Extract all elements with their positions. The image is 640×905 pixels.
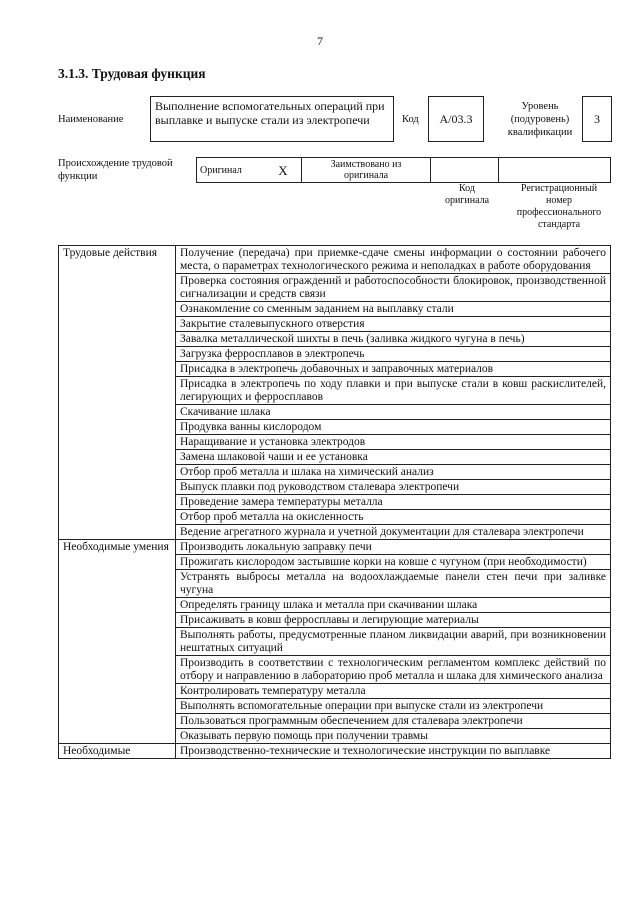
section-item: Устранять выбросы металла на водоохлаждаемые панели стен печи при заливке чугуна [176, 570, 611, 598]
section-item: Оказывать первую помощь при получении травмы [176, 729, 611, 744]
section-item: Выполнять работы, предусмотренные планом ликвидации аварий, при возникновении нештатных ситуаций [176, 628, 611, 656]
section-item: Производить в соответствии с технологическим регламентом комплекс действий по отбору и направлению в лабораторию проб металла и шлака для химического анализа [176, 656, 611, 684]
original-mark: X [265, 158, 302, 183]
origin-label: Происхождение трудовой функции [58, 158, 173, 182]
function-name-box: Выполнение вспомогательных операций при выплавке и выпуске стали из электропечи [150, 96, 394, 142]
section-category: Необходимые умения [59, 540, 176, 744]
section-item: Отбор проб металла на окисленность [176, 510, 611, 525]
section-item: Определять границу шлака и металла при скачивании шлака [176, 598, 611, 613]
section-item: Завалка металлической шихты в печь (заливка жидкого чугуна в печь) [176, 332, 611, 347]
section-item: Отбор проб металла и шлака на химический анализ [176, 465, 611, 480]
section-item: Прожигать кислородом застывшие корки на ковше с чугуном (при необходимости) [176, 555, 611, 570]
section-item: Пользоваться программным обеспечением для сталевара электропечи [176, 714, 611, 729]
section-item: Замена шлаковой чаши и ее установка [176, 450, 611, 465]
section-item: Наращивание и установка электродов [176, 435, 611, 450]
section-title: 3.1.3. Трудовая функция [58, 66, 206, 81]
section-category: Необходимые [59, 744, 176, 759]
section-item: Ведение агрегатного журнала и учетной документации для сталевара электропечи [176, 525, 611, 540]
section-item: Ознакомление со сменным заданием на выплавку стали [176, 302, 611, 317]
table-row [59, 540, 611, 555]
borrowed-label: Заимствовано из оригинала [302, 158, 431, 183]
section-item: Выпуск плавки под руководством сталевара электропечи [176, 480, 611, 495]
section-item: Проверка состояния ограждений и работоспособности блокировок, производственной сигнализации и средств связи [176, 274, 611, 302]
code-label: Код [402, 114, 419, 125]
section-item: Загрузка ферросплавов в электропечь [176, 347, 611, 362]
section-item: Присадка в электропечь добавочных и заправочных материалов [176, 362, 611, 377]
name-label: Наименование [58, 114, 124, 125]
table-row [59, 246, 611, 274]
registration-number-caption: Регистрационный номер профессионального стандарта [516, 183, 602, 230]
section-category: Трудовые действия [59, 246, 176, 540]
qualification-level-box: 3 [582, 96, 612, 142]
section-item: Продувка ванны кислородом [176, 420, 611, 435]
qualification-level-label: Уровень (подуровень) квалификации [507, 101, 573, 138]
registration-number-cell [499, 158, 611, 183]
function-code-box: А/03.3 [428, 96, 484, 142]
function-details-table [58, 245, 611, 759]
original-label: Оригинал [197, 158, 266, 183]
original-code-caption: Код оригинала [444, 183, 490, 206]
page-number: 7 [317, 34, 323, 48]
section-item: Присадка в электропечь по ходу плавки и при выпуске стали в ковш раскислителей, легирующих и ферросплавов [176, 377, 611, 405]
section-item: Закрытие сталевыпускного отверстия [176, 317, 611, 332]
section-item: Получение (передача) при приемке-сдаче смены информации о состоянии рабочего места, о параметрах технологического режима и неполадках в работе оборудования [176, 246, 611, 274]
origin-table [196, 157, 611, 183]
section-item: Проведение замера температуры металла [176, 495, 611, 510]
section-item: Производственно-технические и технологические инструкции по выплавке [176, 744, 611, 759]
section-item: Контролировать температуру металла [176, 684, 611, 699]
table-row [59, 744, 611, 759]
section-item: Скачивание шлака [176, 405, 611, 420]
section-item: Присаживать в ковш ферросплавы и легирующие материалы [176, 613, 611, 628]
section-item: Производить локальную заправку печи [176, 540, 611, 555]
original-code-cell [431, 158, 499, 183]
section-item: Выполнять вспомогательные операции при выпуске стали из электропечи [176, 699, 611, 714]
